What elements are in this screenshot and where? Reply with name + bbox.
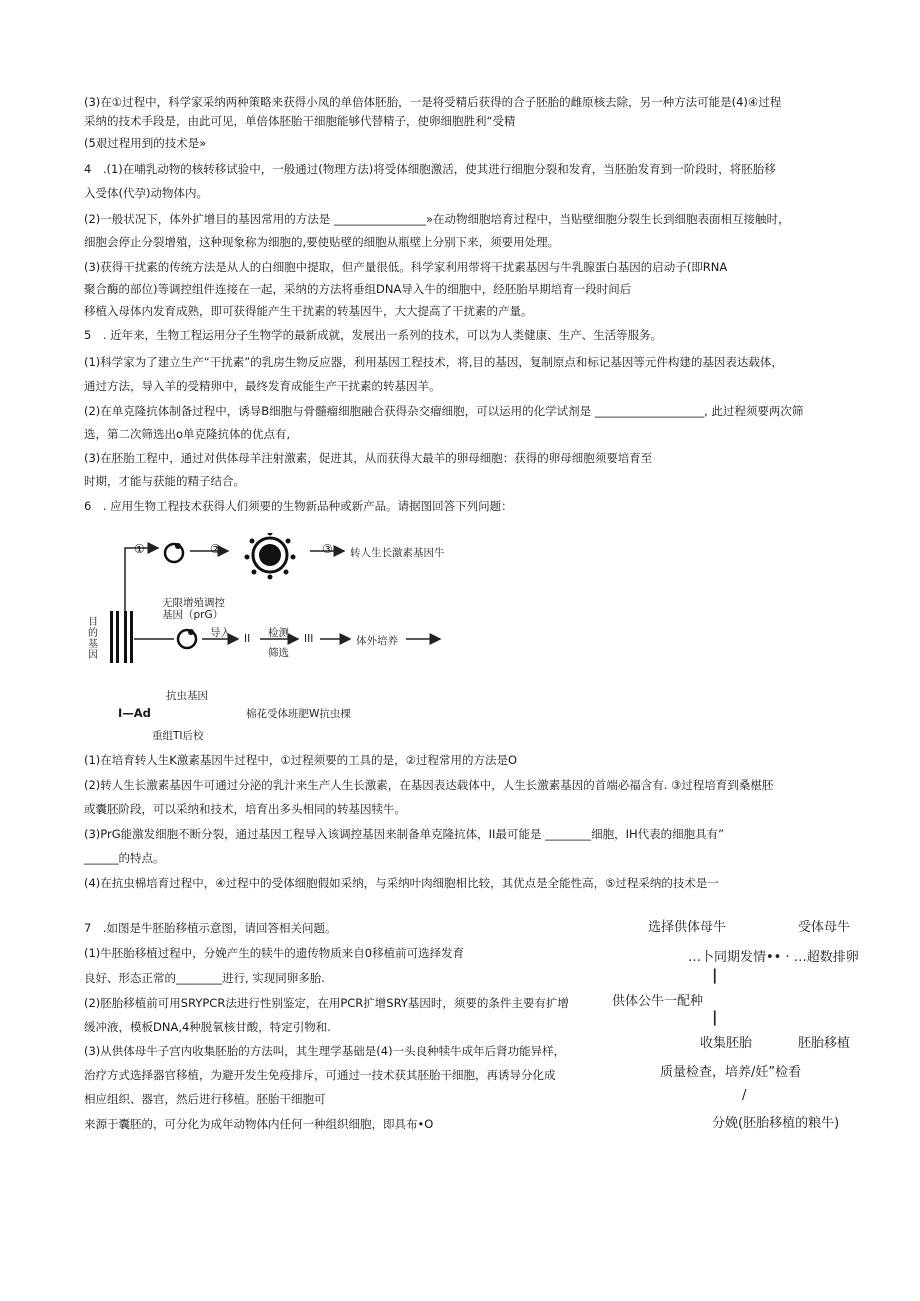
prg-label-2: 基因（prG） [162,609,224,621]
q5-line-4: (2)在单克隆抗体制备过程中，诱导B细胞与骨髓瘤细胞融合获得杂交瘤细胞，可以运用的化学试剂是 ___________________, 此过程须要两次筛 [84,404,804,418]
q3-line-1: (3)在①过程中，科学家采纳两种策略来获得小凤的单倍体胚胎，一是将受精后获得的合子胚胎的雌原核去除，另一种方法可能是(4)④过程 [84,95,782,109]
q6-answer-4: (3)PrG能激发细胞不断分裂，通过基因工程导入该调控基因来制备单克隆抗体，II最可能是 ________细胞，IH代表的细胞具有” [84,827,725,841]
flow-collect: 收集胚胎 [700,1036,753,1051]
flow-check: 质量检查，培养/妊”检看 [660,1065,802,1080]
step1-label: ① [134,542,145,556]
q4-line-5: (3)获得干扰素的传统方法是从人的白细胞中提取，但产量很低。科学家利用带将干扰素基因与牛乳腺蛋白基因的启动子(即RNA [84,260,728,274]
q5-line-6: (3)在胚胎工程中，通过对供体母羊注射激素，促进其，从而获得大最羊的卵母细胞：获得的卵母细胞须要培育至 [84,451,653,465]
flow-transfer: 胚胎移植 [798,1036,851,1051]
q7-line-2: (1)牛胚胎移植过程中，分娩产生的犊牛的遗传物质来自0移植前可选择发育 [84,946,465,960]
gene-bars [110,611,133,663]
q4-line-7: 移植入母体内发育成熟，即可获得能产生干扰素的转基因牛，大大提高了干扰素的产量。 [84,304,533,318]
q7-line-5: 缓冲液，模板DNA,4种脱氧核甘酸，特定引物和. [84,1020,331,1034]
step2-label: ② [210,542,221,556]
flow-donor: 选择供体母牛 [648,920,727,935]
ad-label: I—Ad [118,706,151,720]
flow-mate: 供体公牛一配种 [612,994,704,1009]
q4-line-2: 入受体(代孕)动物体内。 [84,186,208,200]
q5-line-3: 通过方法，导入羊的受精卵中，最终发育成能生产干扰素的转基因羊。 [84,379,441,393]
q6-answer-5: ______的特点。 [84,851,165,865]
prg-label-1: 无限增殖调控 [162,597,225,609]
step3-label: ③ [322,542,333,556]
ii-label: II [244,633,251,645]
q6-diagram [88,533,478,668]
flow-birth: 分娩(胚胎移植的粮牛) [712,1116,840,1131]
recomb-label: 重组TI后校 [152,730,204,742]
q5-line-2: (1)科学家为了建立生产“干扰素”的乳房生物反应器，利用基因工程技术，将,目的基因，复制原点和标记基因等元件构建的基因表达载体， [84,355,783,369]
q7-line-8: 相应组织、器官，然后进行移植。胚胎干细胞可 [84,1092,326,1106]
q7-line-7: 治疗方式选择器官移植，为避开发生免疫排斥，可通过一技术获其胚胎干细胞，再诱导分化成 [84,1068,556,1082]
q7-line-9: 来源于囊胚的，可分化为成年动物体内任何一种组织细胞，即具布•O [84,1117,434,1131]
flow-slash: / [742,1088,747,1103]
q6-answer-3: 或囊胚阶段，可以采纳和技术，培育出多头相同的转基因犊牛。 [84,802,406,816]
cotton-label: 棉花受体班肥W抗虫棵 [246,708,351,720]
target-gene-label: 目的基因 [88,617,98,661]
flow-recipient: 受体母牛 [798,920,851,935]
q7-line-6: (3)从供体母牛子宫内收集胚胎的方法叫，其生理学基础是(4)一头良种犊牛成年后肾功能异样， [84,1044,566,1058]
insect-gene-label: 抗虫基因 [166,690,208,702]
q6-answer-2: (2)转人生长激素基因牛可通过分泌的乳汁来生产人生长激素，在基因表达载体中，人生长激素基因的首端必福含有. ③过程培育到桑椹胚 [84,778,774,792]
import-label: 导入 [210,627,231,639]
q6-line-1: 6 . 应用生物工程技术获得人们须要的生物新品种或新产品。请据图回答下列问题： [84,499,513,513]
flow-sync: …卜同期发情•• · …超数排卵 [688,950,859,965]
q5-line-5: 选，第二次筛选出o单克隆抗体的优点有, [84,427,291,441]
q4-line-6: 聚合酶的部位)等调控组件连接在一起，采纳的方法将垂组DNA导入牛的细胞中，经胚胎早期培育一段时间后 [84,282,632,296]
q7-line-1: 7 .如图是牛胚胎移植示意图，请回答相关问题。 [84,921,337,935]
q6-answer-6: (4)在抗虫棉培育过程中，④过程中的受体细胞假如采纳，与采纳叶肉细胞相比较，其优点是全能性高，⑤过程采纳的技术是一 [84,876,719,890]
egg-cell-icon [245,533,296,580]
q6-answer-1: (1)在培育转人生K激素基因牛过程中，①过程须要的工具的是，②过程常用的方法是O [84,753,517,767]
iii-label: III [304,633,314,645]
q3-line-3: (5艰过程用到的技术是» [84,136,207,150]
flow-bar-2: | [712,1008,718,1026]
culture-label: 体外培养 [356,635,398,647]
step1-arrow [125,548,158,611]
q5-line-7: 时期，才能与获能的精子结合。 [84,474,245,488]
screen-label: 筛选 [268,647,289,659]
q4-line-1: 4 .(1)在哺乳动物的核转移试验中，一般通过(物理方法)将受体细胞激活，使其进行细胞分裂和发育，当胚胎发育到一阶段时，将胚胎移 [84,162,776,176]
q7-line-4: (2)胚胎移植前可用SRYPCR法进行性别鉴定，在用PCR扩增SRY基因时，须要的条件主要有扩增 [84,996,569,1010]
q3-line-2: 采纳的技术手段是，由此可见，单倍体胚胎干细胞能够代替精子，使卵细胞胜利“受精 [84,114,516,128]
q4-line-4: 细胞会停止分裂增殖，这种现象称为细胞的,要使贴壁的细胞从瓶壁上分别下来，须要用处理。 [84,235,560,249]
q7-line-3: 良好、形态正常的________进行, 实现同卵多胎. [84,971,325,985]
q4-line-3: (2)一般状况下，体外扩增目的基因常用的方法是 ________________»在动物细胞培育过程中，当贴壁细胞分裂生长到细胞表面相互接触时， [84,212,790,226]
q5-line-1: 5 . 近年来，生物工程运用分子生物学的最新成就，发展出一系列的技术，可以为人类健康、生产、生活等服务。 [84,328,663,342]
flow-bar-1: | [712,966,718,984]
detect-label: 检测 [268,627,289,639]
cow-label: 转人生长激素基因牛 [350,547,445,559]
